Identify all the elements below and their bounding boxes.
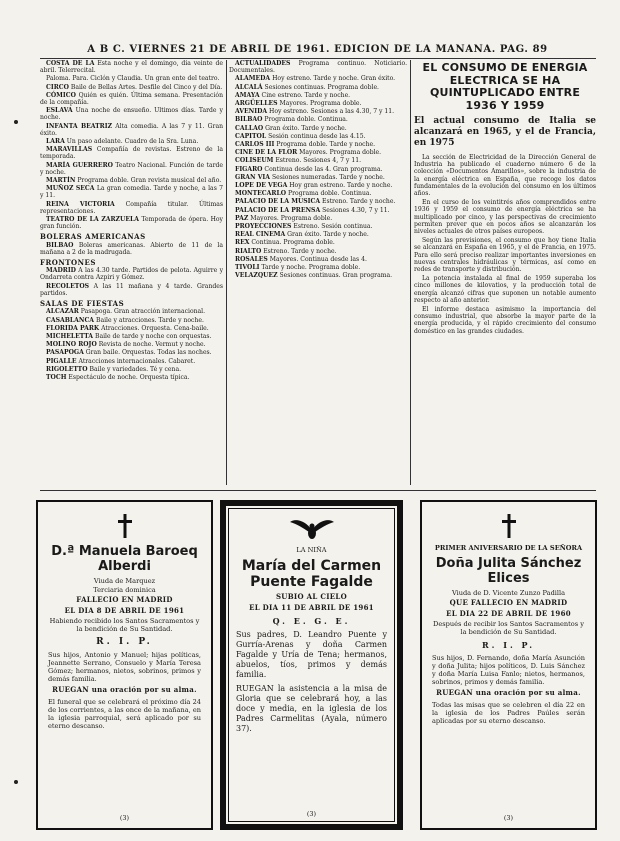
- listing-item: PASAPOGA Gran baile. Orquestas. Todas las noches.: [46, 349, 212, 357]
- deceased-name: D.ª Manuela Baroeq Alberdi: [51, 544, 198, 574]
- family-list: Sus hijos, D. Fernando, doña María Asunción y doña Julita; hijos políticos, D. Luis Sánchez y doña María Luisa Fanlo; nietos, hermanos, sobrinos, primos y demás familia.: [432, 654, 585, 686]
- death-notice-puente: [220, 500, 403, 830]
- listing-item: ROSALES Mayores. Continua desde las 4.: [235, 255, 367, 263]
- listing-item: CINE DE LA FLOR Mayores. Programa doble.: [235, 149, 382, 157]
- deceased-title: Viuda de Marquez: [93, 577, 156, 585]
- listing-item: CÓMICO Quién es quién. Última semana. Presentación de la compañía.: [40, 91, 223, 107]
- column-rule: [410, 60, 411, 485]
- listing-item: CIRCO Baile de Bellas Artes. Desfile del Cinco y del Día.: [46, 83, 223, 91]
- cross-icon: [502, 514, 516, 538]
- listing-item: ALAMEDA Hoy estreno. Tarde y noche. Gran éxito.: [235, 75, 396, 83]
- listings-column-middle: [229, 60, 407, 485]
- listing-item: BILBAO Programa doble. Continua.: [235, 116, 348, 124]
- listings-column-left: [40, 60, 223, 485]
- listing-item: LOPE DE VEGA Hoy gran estreno. Tarde y noche.: [235, 182, 393, 190]
- listing-item: MARTÍN Programa doble. Gran revista musical del año.: [46, 177, 222, 185]
- article-paragraph: En el curso de los veintitrés años comprendidos entre 1936 y 1959 el consumo de energía eléctrica se ha multiplicado por cinco, y las perspectivas de crecimiento permiten prever que en pocos años se alcanzarán los niveles actuales de otros países europeos.: [414, 199, 596, 236]
- listing-item: REINA VICTORIA Compañía titular. Últimas representaciones.: [40, 200, 223, 215]
- listing-item: MONTECARLO Programa doble. Continua.: [235, 190, 372, 198]
- listing-item: GRAN VIA Sesiones numeradas. Tarde y noche.: [235, 173, 385, 181]
- notice-number: (3): [503, 814, 514, 822]
- listing-item: PALACIO DE LA PRENSA Sesiones 4.30, 7 y 11.: [235, 206, 390, 214]
- anniversary-heading: PRIMER ANIVERSARIO DE LA SEÑORA: [434, 544, 583, 552]
- deceased-order: Terciaria dominica: [93, 586, 156, 594]
- prayer-request: RUEGAN una oración por su alma.: [52, 685, 197, 694]
- article-paragraph: La sección de Electricidad de la Dirección General de Industria ha publicado el cuaderno número 6 de la colección «Documentos Amarillos», sobre la industria de la energía eléctrica en España, que recoge los datos fundamentales de la evolución del consumo en los últimos años.: [414, 154, 596, 198]
- listing-item: ALCAZAR Pasapoga. Gran atracción internacional.: [46, 308, 206, 316]
- listing-item: TEATRO DE LA ZARZUELA Temporada de ópera. Hoy gran función.: [40, 216, 223, 231]
- notice-prefix: LA NIÑA: [296, 546, 327, 554]
- family-list: Sus padres, D. Leandro Puente y Gurría-Arenas y doña Carmen Fagalde y Uría de Tena; hermanos, abuelos, tíos, primos y demás familia.: [236, 630, 387, 679]
- section-heading-boleras: BOLERAS AMERICANAS: [40, 232, 146, 242]
- listing-item: VELAZQUEZ Sesiones continuas. Gran programa.: [235, 272, 393, 280]
- sacraments-note: Después de recibir los Santos Sacramentos y la bendición de Su Santidad.: [433, 620, 584, 636]
- mass-request: RUEGAN la asistencia a la misa de Gloria que se celebrará hoy, a las doce y media, en la iglesia de los Padres Carmelitas (Ayala, número 37).: [236, 684, 387, 733]
- article-lead: El actual consumo de Italia se alcanzará en 1965, y el de Francia, en 1975: [414, 116, 596, 148]
- listing-item: REAL CINEMA Gran éxito. Tarde y noche.: [235, 231, 369, 239]
- listing-item: REX Continua. Programa doble.: [235, 239, 335, 247]
- margin-mark: [14, 780, 18, 784]
- listing-item: RIALTO Estreno. Tarde y noche.: [235, 247, 337, 255]
- header-rule: [40, 58, 596, 59]
- page-header: A B C. VIERNES 21 DE ABRIL DE 1961. EDICION DE LA MAÑANA. PAG. 89: [87, 44, 548, 55]
- dove-icon: [289, 516, 335, 542]
- article-paragraph: Según las previsiones, el consumo que hoy tiene Italia se alcanzará en España en 1965, y el de Francia, en 1975. Para ello será preciso realizar importantes inversiones en nuevas centrales hidráulicas y térmicas, así como en redes de transporte y distribución.: [414, 237, 596, 274]
- notice-number: (3): [119, 814, 130, 822]
- listing-item: PAZ Mayores. Programa doble.: [235, 214, 333, 222]
- listing-item: TOCH Espectáculo de noche. Orquesta típica.: [46, 373, 190, 381]
- notice-number: (3): [306, 810, 317, 818]
- family-list: Sus hijos, Antonio y Manuel; hijas políticas, Jeannette Serrano, Consuelo y María Teresa Gómez; hermanos, nietos, sobrinos, primos y demás familia.: [48, 651, 201, 683]
- sacraments-note: Habiendo recibido los Santos Sacramentos y la bendición de Su Santidad.: [49, 617, 200, 633]
- listing-item: FIGARO Continua desde las 4. Gran programa.: [235, 165, 383, 173]
- qeg-text: Q. E. G. E.: [272, 616, 351, 626]
- margin-mark: [14, 120, 18, 124]
- funeral-note: El funeral que se celebrará el próximo día 24 de los corrientes, a las once de la mañana, en la iglesia parroquial, será aplicado por su eterno descanso.: [48, 697, 201, 730]
- listing-item: TIVOLI Tarde y noche. Programa doble.: [235, 264, 361, 272]
- listing-item: PROYECCIONES Estreno. Sesión continua.: [235, 223, 373, 231]
- listing-item: MICHELETTA Baile de tarde y noche con orquestas.: [46, 332, 212, 340]
- death-date: EL DIA 8 DE ABRIL DE 1961: [64, 605, 185, 615]
- listing-item: ARGÜELLES Mayores. Programa doble.: [235, 100, 362, 108]
- listing-item: COLISEUM Estreno. Sesiones 4, 7 y 11.: [235, 157, 362, 165]
- listing-item: ALCALÁ Sesiones continuas. Programa doble.: [235, 83, 379, 91]
- listing-item: MUÑOZ SECA La gran comedia. Tarde y noche, a las 7 y 11.: [40, 185, 223, 200]
- listing-item: ESLAVA Una noche de ensueño. Ultimos días. Tarde y noche.: [40, 107, 223, 122]
- widow-note: Viuda de D. Vicente Zunzo Padilla: [451, 589, 566, 597]
- listing-item: COSTA DE LA Esta noche y el domingo, día veinte de abril. Telerrecital.: [40, 60, 223, 75]
- rip-text: R. I. P.: [96, 637, 153, 647]
- listing-item: CASABLANCA Baile y atracciones. Tarde y noche.: [46, 316, 204, 324]
- ascended-text: SUBIO AL CIELO: [275, 592, 348, 601]
- article-paragraph: El informe destaca asimismo la importancia del consumo industrial, que absorbe la mayor parte de la energía producida, y el rápido crecimiento del consumo doméstico en las grandes ciudades.: [414, 306, 596, 335]
- section-rule: [40, 490, 596, 491]
- article-paragraph: La potencia instalada al final de 1959 superaba los cinco millones de kilovatios, y la producción total de energía alcanzó cifras que suponen un notable aumento respecto al año anterior.: [414, 275, 596, 304]
- deceased-name: María del Carmen Puente Fagalde: [241, 558, 382, 590]
- theatre-listings: [40, 60, 223, 230]
- death-date: EL DIA 11 DE ABRIL DE 1961: [249, 602, 374, 612]
- listing-item: CAPITOL Sesión continua desde las 4.15.: [235, 132, 366, 140]
- article-title: EL CONSUMO DE ENERGIA ELECTRICA SE HA QUINTUPLICADO ENTRE 1936 Y 1959: [422, 61, 588, 112]
- prayer-request: RUEGAN una oración por su alma.: [436, 688, 581, 697]
- listing-item: PALACIO DE LA MUSICA Estreno. Tarde y noche.: [235, 198, 396, 206]
- death-place: FALLECIO EN MADRID: [76, 595, 173, 604]
- listing-item: MARAVILLAS Compañía de revistas. Estreno de la temporada.: [40, 146, 223, 161]
- death-notice-sanchez: [420, 500, 597, 830]
- listing-item: CARLOS III Programa doble. Tarde y noche.: [235, 141, 376, 149]
- listing-item: INFANTA BEATRIZ Alta comedia. A las 7 y 11. Gran éxito.: [40, 122, 223, 137]
- listing-item: RIGOLETTO Baile y variedades. Té y cena.: [46, 365, 182, 373]
- listing-item: PIGALLE Atracciones internacionales. Cabaret.: [46, 357, 196, 365]
- death-date: EL DIA 22 DE ABRIL DE 1960: [446, 608, 571, 618]
- masses-note: Todas las misas que se celebren el día 22 en la iglesia de los Padres Paúles serán aplicadas por su eterno descanso.: [432, 700, 585, 725]
- section-heading-frontones: FRONTONES: [40, 258, 96, 268]
- listing-item: BILBAO Boleras americanas. Abierto de 11 de la mañana a 2 de la madrugada.: [40, 241, 223, 256]
- deceased-name: Doña Julita Sánchez Elices: [435, 556, 582, 586]
- energy-article: [414, 60, 596, 485]
- death-notice-baroeq: [36, 500, 213, 830]
- listing-item: MOLINO ROJO Revista de noche. Vermut y noche.: [46, 341, 206, 349]
- listing-item: MARÍA GUERRERO Teatro Nacional. Función de tarde y noche.: [40, 161, 223, 176]
- death-place: QUE FALLECIO EN MADRID: [449, 598, 568, 607]
- listing-item: AVENIDA Hoy estreno. Sesiones a las 4.30, 7 y 11.: [235, 108, 395, 116]
- rip-text: R. I. P.: [481, 640, 535, 650]
- listing-item: CALLAO Gran éxito. Tarde y noche.: [235, 124, 347, 132]
- listing-item: ACTUALIDADES Programa continuo. Noticiario. Documentales.: [229, 60, 407, 75]
- listing-item: RECOLETOS A las 11 mañana y 4 tarde. Grandes partidos.: [40, 282, 223, 297]
- column-rule: [226, 60, 227, 485]
- listing-item: MADRID A las 4.30 tarde. Partidos de pelota. Aguirre y Ondarreta contra Azpiri y Gómez.: [40, 267, 223, 282]
- listing-item: LARA Un paso adelante. Cuadro de la Sra. Luna.: [46, 138, 199, 146]
- section-heading-salas: SALAS DE FIESTAS: [40, 299, 125, 309]
- listing-item: FLORIDA PARK Atracciones. Orquesta. Cena-baile.: [46, 324, 209, 332]
- listing-item: Paloma. Para. Ciclón y Claudia. Un gran ente del teatro.: [46, 75, 220, 83]
- listing-item: AMAYA Cine estreno. Tarde y noche.: [235, 91, 351, 99]
- cross-icon: [118, 514, 132, 538]
